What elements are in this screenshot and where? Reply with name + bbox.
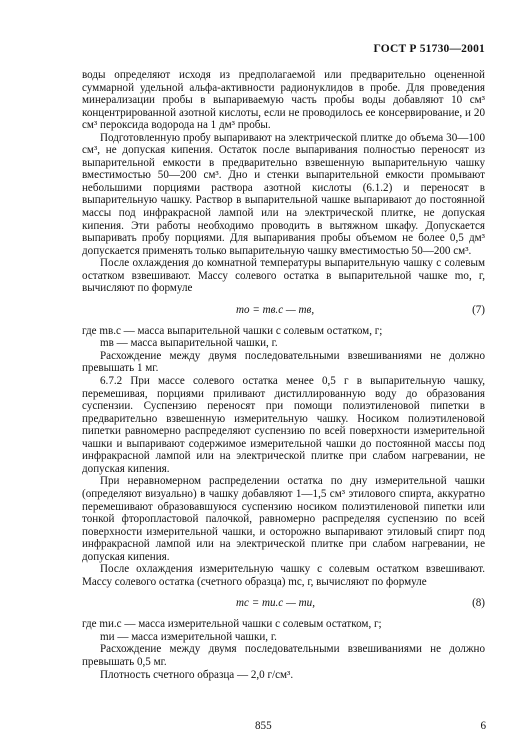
formula-expression: mс = mи.с — mи, — [236, 597, 315, 610]
definition-line: mв — масса выпарительной чашки, г. — [100, 337, 278, 350]
formula-7 — [82, 304, 485, 317]
standard-code: ГОСТ Р 51730—2001 — [373, 43, 485, 55]
paragraph: Подготовленную пробу выпаривают на электрической плитке до объема 30—100 см³, не допуская кипения. Остаток после выпаривания полностью переносят из выпарительной емкости в предварительно взвешенную выпарительную чашку вместимостью 50—200 см³. Дно и стенки выпарительной емкости промывают небольшими порциями раствора азотной кислоты (6.1.2) и переносят в выпарительную чашку. Раствор в выпарительной чашке выпаривают до постоянной массы под инфракрасной лампой или на электрической плитке, не допуская кипения. Эти работы необходимо проводить в вытяжном шкафу. Допускается выпаривать пробу порциями. Для выпаривания пробы объемом не более 0,5 дм³ допускается применять только выпарительную чашку вместимостью 50—200 см³. — [82, 131, 485, 257]
document-body — [82, 69, 485, 681]
paragraph: 6.7.2 При массе солевого остатка менее 0,5 г в выпарительную чашку, перемешивая, порциями приливают дистиллированную воду до образования суспензии. Суспензию переносят при помощи полиэтиленовой пипетки в предварительно взвешенную измерительную чашку. Носиком полиэтиленовой пипетки равномерно распределяют суспензию по всей поверхности измерительной чашки и выпаривают содержимое измерительной чашки до постоянной массы под инфракрасной лампой или на электрической плитке при слабом нагревании, не допуская кипения. — [82, 375, 485, 475]
formula-number: (8) — [472, 597, 485, 610]
paragraph: Расхождение между двумя последовательными взвешиваниями не должно превышать 1 мг. — [82, 349, 485, 375]
definition-line: где mи.с — масса измерительной чашки с солевым остатком, г; — [82, 618, 382, 631]
page-number: 855 — [255, 720, 272, 732]
paragraph: воды определяют исходя из предполагаемой или предварительно оцененной суммарной удельной альфа-активности радионуклидов в пробе. Для проведения минерализации пробы в выпариваемую часть пробы воды добавляют 10 см³ концентрированной азотной кислоты, если не проводилось ее консервирование, и 20 см³ пероксида водорода на 1 дм³ пробы. — [82, 69, 485, 132]
definition-line: где mв.с — масса выпарительной чашки с солевым остатком, г; — [82, 324, 383, 337]
paragraph: После охлаждения измерительную чашку с солевым остатком взвешивают. Массу солевого остатка (счетного образца) mс, г, вычисляют по формуле — [82, 563, 485, 588]
paragraph: Расхождение между двумя последовательными взвешиваниями не должно превышать 0,5 мг. — [82, 643, 485, 668]
paragraph: После охлаждения до комнатной температуры выпарительную чашку с солевым остатком взвешивают. Массу солевого остатка в выпарительной чашке mo, г, вычисляют по формуле — [82, 257, 485, 295]
sheet-number: 6 — [480, 720, 486, 732]
definition-line: mи — масса измерительной чашки, г. — [100, 630, 277, 643]
formula-number: (7) — [472, 303, 485, 316]
formula-expression: mo = mв.с — mв, — [236, 303, 315, 316]
paragraph: Плотность счетного образца — 2,0 г/см³. — [100, 668, 294, 681]
paragraph: При неравномерном распределении остатка по дну измерительной чашки (определяют визуально) в чашку добавляют 1—1,5 см³ этилового спирта, аккуратно перемешивают образовавшуюся суспензию носиком полиэтиленовой пипетки или тонкой фторопластовой палочкой, равномерно распределяя суспензию по всей поверхности измерительной чашки, и осторожно выпаривают этиловый спирт под инфракрасной лампой или на электрической плитке при слабом нагревании, не допуская кипения. — [82, 475, 485, 563]
formula-8 — [82, 597, 485, 610]
